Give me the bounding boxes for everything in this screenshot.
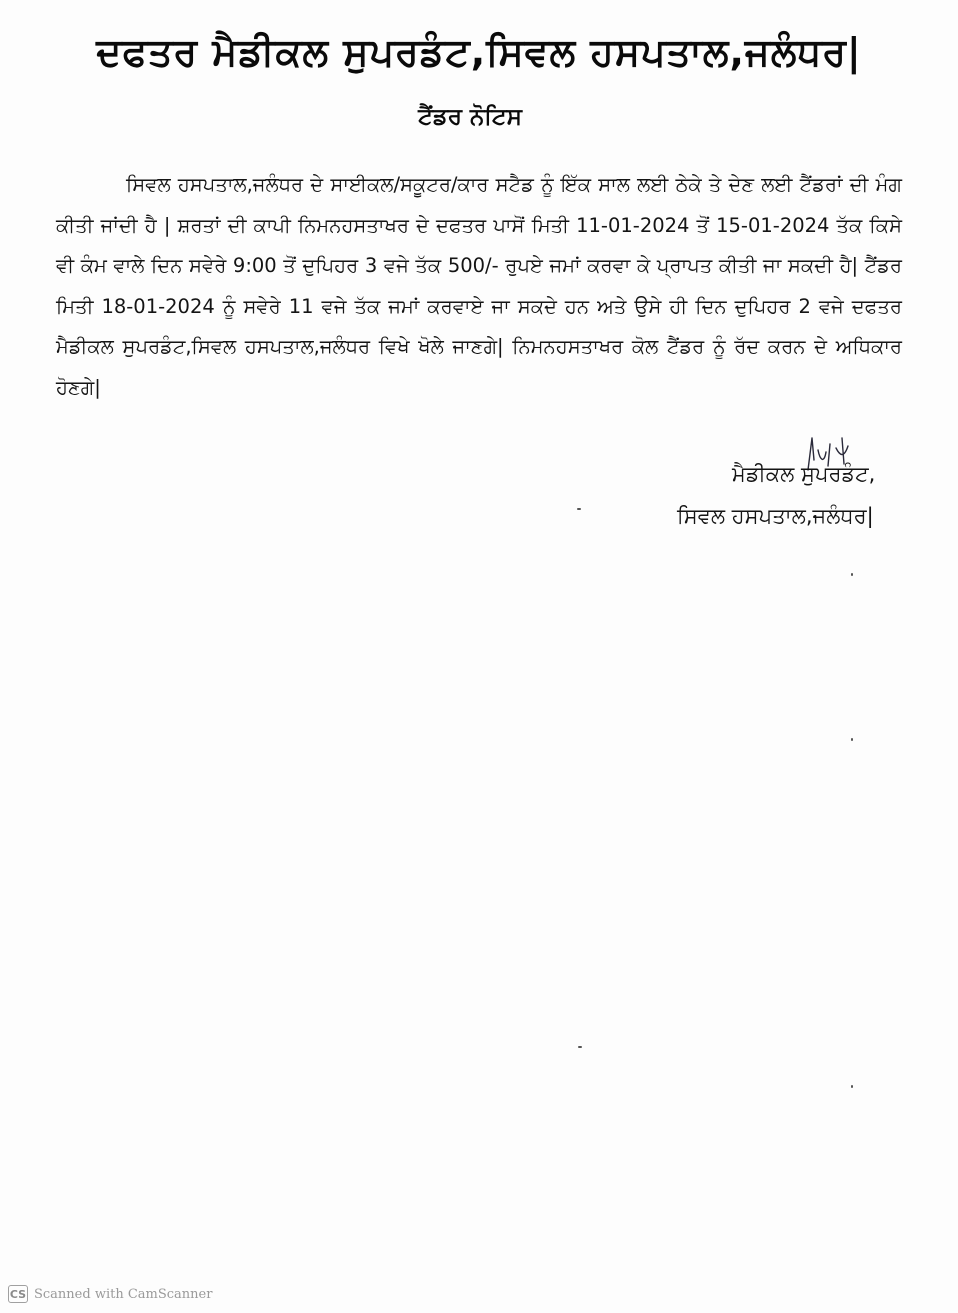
scan-speck [851, 573, 853, 576]
signatory-place: ਸਿਵਲ ਹਸਪਤਾਲ,ਜਲੰਧਰ| [677, 504, 874, 528]
scan-speck [578, 1046, 582, 1048]
scanner-watermark-text: Scanned with CamScanner [34, 1286, 213, 1302]
office-heading: ਦਫਤਰ ਮੈਡੀਕਲ ਸੁਪਰਡੰਟ,ਸਿਵਲ ਹਸਪਤਾਲ,ਜਲੰਧਰ| [96, 30, 862, 74]
scanner-watermark [8, 1284, 212, 1304]
scan-speck [851, 738, 853, 741]
scan-speck [851, 1085, 853, 1088]
signatory-title: ਮੈਡੀਕਲ ਸੁਪਰਡੰਟ, [732, 462, 876, 486]
notice-body: ਸਿਵਲ ਹਸਪਤਾਲ,ਜਲੰਧਰ ਦੇ ਸਾਈਕਲ/ਸਕੂਟਰ/ਕਾਰ ਸਟੈਡ ਨੂੰ ਇੱਕ ਸਾਲ ਲਈ ਠੇਕੇ ਤੇ ਦੇਣ ਲਈ ਟੈਂਡਰਾਂ ਦੀ ਮੰਗ ਕੀਤੀ ਜਾਂਦੀ ਹੈ | ਸ਼ਰਤਾਂ ਦੀ ਕਾਪੀ ਨਿਮਨਹਸਤਾਖਰ ਦੇ ਦਫਤਰ ਪਾਸੋਂ ਮਿਤੀ 11-01-2024 ਤੋਂ 15-01-2024 ਤੱਕ ਕਿਸੇ ਵੀ ਕੰਮ ਵਾਲੇ ਦਿਨ ਸਵੇਰੇ 9:00 ਤੋਂ ਦੁਪਿਹਰ 3 ਵਜੇ ਤੱਕ 500/- ਰੁਪਏ ਜਮਾਂ ਕਰਵਾ ਕੇ ਪ੍ਰਾਪਤ ਕੀਤੀ ਜਾ ਸਕਦੀ ਹੈ| ਟੈਂਡਰ ਮਿਤੀ 18-01-2024 ਨੂੰ ਸਵੇਰੇ 11 ਵਜੇ ਤੱਕ ਜਮਾਂ ਕਰਵਾਏ ਜਾ ਸਕਦੇ ਹਨ ਅਤੇ ਉਸੇ ਹੀ ਦਿਨ ਦੁਪਿਹਰ 2 ਵਜੇ ਦਫਤਰ ਮੈਡੀਕਲ ਸੁਪਰਡੰਟ,ਸਿਵਲ ਹਸਪਤਾਲ,ਜਲੰਧਰ ਵਿਖੇ ਖੋਲੇ ਜਾਣਗੇ| ਨਿਮਨਹਸਤਾਖਰ ਕੋਲ ਟੈਂਡਰ ਨੂੰ ਰੱਦ ਕਰਨ ਦੇ ਅਧਿਕਾਰ ਹੋਣਗੇ| [56, 173, 902, 399]
notice-title: ਟੈਂਡਰ ਨੋਟਿਸ [418, 104, 522, 130]
camscanner-logo: CS [8, 1285, 28, 1303]
scan-speck [577, 508, 581, 510]
